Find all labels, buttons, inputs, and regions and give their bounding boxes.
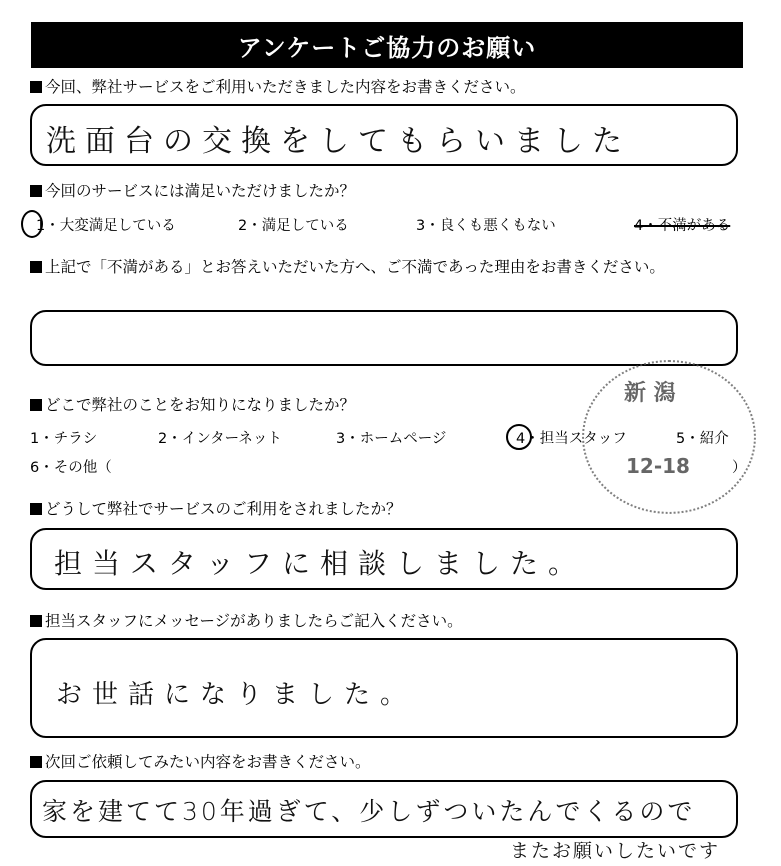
- selected-circle-mark: [506, 424, 532, 450]
- bullet-square-icon: [30, 261, 42, 273]
- answer-6-handwriting: お世話になりました。: [56, 680, 417, 710]
- option-referral[interactable]: 5・紹介: [676, 431, 729, 447]
- postmark-stamp: [582, 360, 756, 514]
- bullet-square-icon: [30, 81, 42, 93]
- question-6-label: 担当スタッフにメッセージがありましたらご記入ください。: [45, 612, 463, 630]
- option-flyer[interactable]: 1・チラシ: [30, 431, 98, 447]
- bullet-square-icon: [30, 503, 42, 515]
- question-4: [30, 394, 355, 416]
- answer-5-handwriting: 担当スタッフに相談しました。: [54, 547, 587, 580]
- selected-circle-mark: [21, 210, 43, 238]
- stamp-location: 新 潟: [624, 381, 676, 406]
- survey-title: アンケートご協力のお願い: [31, 22, 743, 68]
- question-7: [30, 751, 371, 773]
- question-4-label: どこで弊社のことをお知りになりましたか？: [45, 396, 356, 414]
- answer-box-3[interactable]: [30, 310, 738, 366]
- answer-box-5[interactable]: [30, 528, 738, 590]
- question-6: [30, 610, 463, 632]
- answer-7-continuation: またお願いしたいです: [510, 840, 721, 862]
- option-homepage[interactable]: 3・ホームページ: [336, 431, 447, 447]
- question-5-label: どうして弊社でサービスのご利用をされましたか？: [45, 500, 402, 518]
- question-2-label: 今回のサービスには満足いただけましたか？: [45, 182, 356, 200]
- option-staff[interactable]: 4・担当スタッフ: [516, 431, 627, 447]
- option-neutral[interactable]: 3・良くも悪くもない: [416, 218, 556, 234]
- answer-box-7[interactable]: [30, 780, 738, 838]
- answer-1-handwriting: 洗面台の交換をしてもらいました: [46, 124, 631, 159]
- answer-box-6[interactable]: [30, 638, 738, 738]
- option-internet[interactable]: 2・インターネット: [158, 431, 282, 447]
- option-other[interactable]: 6・その他（: [30, 460, 112, 476]
- option-dissatisfied[interactable]: 4・不満がある: [634, 218, 731, 234]
- answer-box-1[interactable]: [30, 104, 738, 166]
- question-7-label: 次回ご依頼してみたい内容をお書きください。: [45, 753, 371, 771]
- answer-7-handwriting: 家を建てて30年過ぎて、少しずついたんでくるので: [42, 797, 696, 826]
- question-1-label: 今回、弊社サービスをご利用いただきました内容をお書きください。: [45, 78, 526, 96]
- question-3-label: 上記で「不満がある」とお答えいただいた方へ、ご不満であった理由をお書きください。: [45, 258, 665, 276]
- question-2: [30, 180, 355, 202]
- question-3: [30, 256, 745, 278]
- option-satisfied[interactable]: 2・満足している: [238, 218, 349, 234]
- bullet-square-icon: [30, 399, 42, 411]
- satisfaction-options: [30, 214, 745, 236]
- question-5: [30, 498, 402, 520]
- option-other-close: ）: [732, 460, 747, 476]
- bullet-square-icon: [30, 615, 42, 627]
- stamp-date: 12-18: [626, 454, 690, 478]
- option-very-satisfied[interactable]: 1・大変満足している: [36, 218, 176, 234]
- question-1: [30, 76, 526, 98]
- bullet-square-icon: [30, 756, 42, 768]
- bullet-square-icon: [30, 185, 42, 197]
